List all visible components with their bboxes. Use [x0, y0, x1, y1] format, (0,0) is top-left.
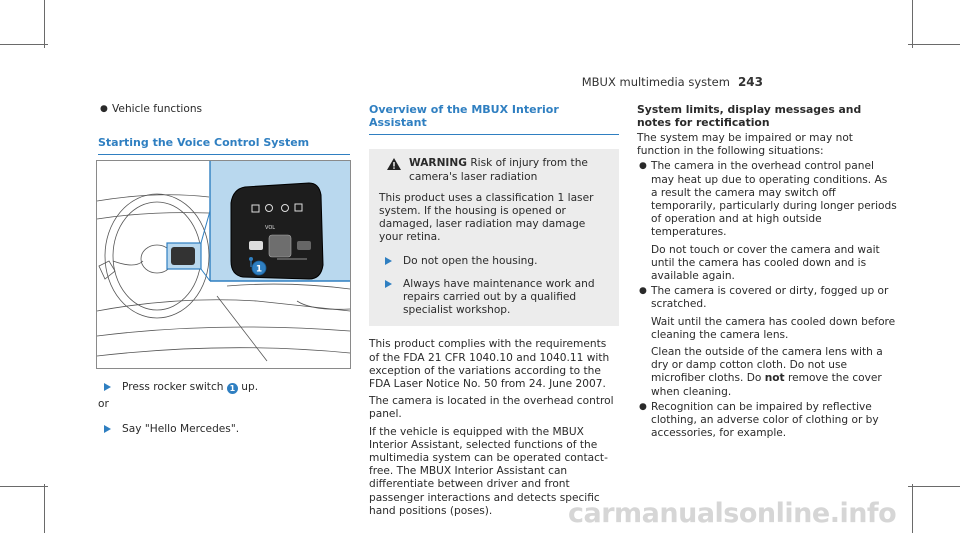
warning-label: WARNING — [409, 157, 467, 170]
bullet2-sub2-text-a: Clean the outside of the camera lens with a dry or damp cotton cloth. Do not use microfiber cloths. Do — [651, 346, 883, 385]
step1-text: Press rocker switch — [122, 381, 224, 393]
bullet-camera-heat — [637, 160, 897, 239]
column-2 — [369, 103, 619, 518]
section-heading-voice-control: Starting the Voice Control System — [98, 136, 350, 155]
column-1-steps — [98, 381, 350, 437]
crop-mark-tr-v — [912, 0, 913, 48]
bullet3-text: Recognition can be impaired by reflective clothing, an adverse color of clothing or by accessories, for example. — [651, 400, 879, 440]
bullet-dot: ● — [639, 401, 647, 412]
warning-box — [369, 149, 619, 326]
crop-mark-bl-h — [0, 486, 48, 487]
crop-mark-br-v — [912, 484, 913, 533]
step-arrow-icon — [104, 383, 111, 391]
or-text: or — [98, 398, 109, 411]
bullet2-subtext-2 — [637, 346, 897, 399]
bullet-text: Vehicle functions — [112, 103, 203, 115]
page-header — [582, 75, 763, 89]
crop-mark-tl-h — [0, 44, 48, 45]
header-title: MBUX multimedia system — [581, 75, 730, 89]
warning-step2-text: Always have maintenance work and repairs carried out by a qualified specialist workshop. — [403, 277, 595, 317]
column-1 — [98, 103, 350, 155]
callout-1-text: 1 — [255, 264, 263, 275]
bullet1-text: The camera in the overhead control panel may heat up due to operating conditions. As a result the camera may switch off temporarily, particularly during longer periods of operation and at high outside temperatures. — [651, 160, 897, 239]
step1-text-end: up. — [241, 381, 259, 393]
bullet-dot: ● — [639, 161, 647, 172]
bullet-dot: ● — [639, 286, 647, 297]
step-arrow-icon — [385, 257, 392, 265]
bullet-recognition — [637, 401, 897, 441]
warning-triangle-icon — [387, 158, 401, 174]
column-3 — [637, 103, 897, 440]
paragraph-camera-location: The camera is located in the overhead control panel. — [369, 395, 614, 421]
paragraph-fda: This product complies with the requirements of the FDA 21 CFR 1040.10 and 1040.11 with exception of the variations according to the FDA Laser Notice No. 50 from 24. June 2007. — [369, 338, 610, 391]
bullet2-text: The camera is covered or dirty, fogged up or scratched. — [651, 285, 889, 311]
crop-mark-br-h — [908, 486, 960, 487]
warning-step-1 — [379, 255, 609, 268]
bullet2-sub2-bold: not — [764, 372, 785, 385]
warning-body: This product uses a classification 1 laser system. If the housing is opened or damaged, laser radiation may damage your retina. — [379, 191, 594, 244]
steering-wheel-figure — [96, 160, 351, 369]
step-arrow-icon — [104, 425, 111, 433]
paragraph-interior-assistant: If the vehicle is equipped with the MBUX Interior Assistant, selected functions of the multimedia system can be operated contact-free. The MBUX Interior Assistant can differentiate between driver and front passenger interactions and detects specific hand positions (poses). — [369, 425, 608, 517]
crop-mark-tr-h — [908, 44, 960, 45]
step-arrow-icon — [385, 280, 392, 288]
warning-title-text: Risk of injury from the camera's laser radiation — [409, 157, 588, 183]
intro-text: The system may be impaired or may not function in the following situations: — [637, 132, 853, 158]
bullet-camera-dirty — [637, 285, 897, 311]
bullet-dot: ● — [100, 104, 108, 114]
step2-text: Say "Hello Mercedes". — [122, 423, 240, 436]
warning-step1-text: Do not open the housing. — [403, 254, 538, 267]
page-number: 243 — [737, 75, 763, 89]
bullet1-subtext: Do not touch or cover the camera and wait until the camera has cooled down and is available again. — [651, 243, 880, 283]
warning-title — [379, 157, 609, 183]
vol-label: VOL — [265, 225, 276, 231]
section-heading-system-limits: System limits, display messages and notes for rectification — [637, 103, 862, 129]
callout-number: 1 — [227, 383, 238, 394]
step-press-rocker — [98, 381, 350, 394]
figure-illustration — [97, 161, 350, 368]
warning-step-2 — [379, 278, 609, 318]
crop-mark-bl-v — [44, 484, 45, 533]
watermark: carmanualsonline.info — [568, 498, 897, 529]
bullet2-sub2-text-b: remove the cover when cleaning. — [651, 372, 882, 398]
step-say-hello — [98, 423, 350, 436]
bullet-item — [98, 103, 350, 116]
bullet2-subtext-1: Wait until the camera has cooled down before cleaning the camera lens. — [651, 315, 896, 341]
section-heading-interior-assistant: Overview of the MBUX Interior Assistant — [369, 103, 619, 135]
crop-mark-tl-v — [44, 0, 45, 48]
